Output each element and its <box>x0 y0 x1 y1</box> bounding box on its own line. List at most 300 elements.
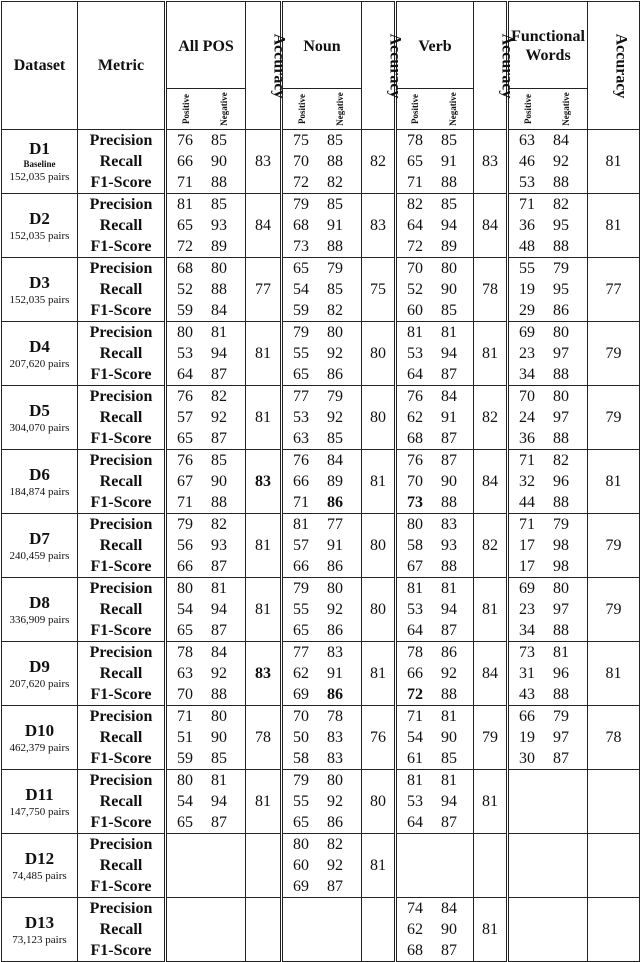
values-cell <box>282 386 362 450</box>
metric-label: Recall <box>99 345 143 362</box>
value-line <box>293 130 361 151</box>
positive-value: 54 <box>293 281 309 298</box>
negative-value: 88 <box>553 622 569 639</box>
accuracy-value: 80 <box>362 322 396 386</box>
negative-value: 96 <box>553 665 569 682</box>
accuracy-value: 83 <box>246 642 282 706</box>
value-line <box>519 428 587 449</box>
positive-value: 65 <box>177 430 193 447</box>
positive-value: 76 <box>407 452 423 469</box>
accuracy-value: 84 <box>474 642 508 706</box>
metric-label: Precision <box>89 196 153 213</box>
metric-cell <box>78 834 166 898</box>
positive-value: 69 <box>293 878 309 895</box>
positive-value: 81 <box>407 580 423 597</box>
negative-value: 80 <box>327 580 343 597</box>
negative-value: 88 <box>211 281 227 298</box>
value-line <box>519 279 587 300</box>
negative-value: 88 <box>441 686 457 703</box>
positive-value: 63 <box>177 665 193 682</box>
negative-value: 88 <box>441 494 457 511</box>
values-cell <box>508 194 588 258</box>
positive-value: 57 <box>293 537 309 554</box>
negative-value: 88 <box>211 174 227 191</box>
negative-value: 86 <box>441 644 457 661</box>
positive-value: 55 <box>293 345 309 362</box>
negative-value: 85 <box>211 132 227 149</box>
metric-label: Precision <box>89 900 153 917</box>
metric-label: F1-Score <box>90 686 152 703</box>
metric-cell <box>78 386 166 450</box>
negative-value: 82 <box>211 516 227 533</box>
positive-value: 62 <box>407 921 423 938</box>
negative-value: 87 <box>441 452 457 469</box>
positive-value: 69 <box>519 324 535 341</box>
negative-value: 88 <box>327 238 343 255</box>
negative-value: 78 <box>327 708 343 725</box>
negative-value: 92 <box>327 793 343 810</box>
negative-value: 87 <box>327 878 343 895</box>
value-line <box>177 748 245 769</box>
dataset-cell <box>2 770 78 834</box>
group-header-functional-words: Functional Words <box>508 2 588 89</box>
metric-cell <box>78 258 166 322</box>
positive-value: 65 <box>177 217 193 234</box>
positive-value: 55 <box>519 260 535 277</box>
positive-value: 59 <box>293 302 309 319</box>
negative-value: 85 <box>327 430 343 447</box>
positive-value: 79 <box>293 772 309 789</box>
positive-value: 70 <box>407 473 423 490</box>
metric-label: Precision <box>89 644 153 661</box>
value-line <box>293 834 361 855</box>
values-cell <box>166 322 246 386</box>
accuracy-value: 81 <box>362 450 396 514</box>
negative-value: 81 <box>553 644 569 661</box>
value-line <box>407 940 473 961</box>
value-line <box>407 684 473 705</box>
dataset-pairs: 462,379 pairs <box>9 741 70 754</box>
values-cell <box>508 322 588 386</box>
negative-value: 85 <box>211 452 227 469</box>
metric-label: F1-Score <box>90 750 152 767</box>
positive-value: 68 <box>177 260 193 277</box>
negative-value: 77 <box>327 516 343 533</box>
positive-value: 58 <box>293 750 309 767</box>
accuracy-value: 82 <box>474 514 508 578</box>
negative-value: 81 <box>211 324 227 341</box>
positive-value: 34 <box>519 622 535 639</box>
positive-value: 50 <box>293 729 309 746</box>
negative-value: 83 <box>441 516 457 533</box>
positive-value: 17 <box>519 558 535 575</box>
negative-value: 91 <box>441 153 457 170</box>
value-line <box>519 322 587 343</box>
value-line <box>177 620 245 641</box>
value-line <box>407 300 473 321</box>
negative-value: 87 <box>441 430 457 447</box>
values-cell <box>282 578 362 642</box>
metric-label: F1-Score <box>90 622 152 639</box>
metric-cell <box>78 514 166 578</box>
accuracy-value: 81 <box>474 770 508 834</box>
metric-label: F1-Score <box>90 942 152 959</box>
negative-value: 92 <box>327 345 343 362</box>
positive-value: 64 <box>407 622 423 639</box>
value-line <box>293 300 361 321</box>
positive-value: 44 <box>519 494 535 511</box>
negative-value: 90 <box>211 729 227 746</box>
positive-value: 32 <box>519 473 535 490</box>
empty-values-cell <box>282 898 362 962</box>
positive-value: 48 <box>519 238 535 255</box>
value-line <box>519 151 587 172</box>
value-line <box>293 236 361 257</box>
dataset-pairs: 73,123 pairs <box>12 933 67 946</box>
table-row <box>2 258 640 322</box>
negative-value: 86 <box>327 494 343 511</box>
negative-value: 91 <box>327 217 343 234</box>
posneg-subheader: Positive Negative <box>282 89 362 130</box>
value-line <box>407 642 473 663</box>
positive-value: 60 <box>407 302 423 319</box>
values-cell <box>166 130 246 194</box>
value-line <box>293 855 361 876</box>
value-line <box>177 535 245 556</box>
negative-value: 97 <box>553 345 569 362</box>
accuracy-value: 78 <box>588 706 640 770</box>
value-line <box>177 706 245 727</box>
negative-value: 91 <box>327 537 343 554</box>
values-cell <box>166 386 246 450</box>
negative-value: 85 <box>327 281 343 298</box>
dataset-name: D12 <box>24 848 55 868</box>
value-line <box>177 279 245 300</box>
value-line <box>407 514 473 535</box>
negative-value: 87 <box>441 814 457 831</box>
values-cell <box>166 258 246 322</box>
positive-value: 70 <box>519 388 535 405</box>
negative-value: 84 <box>327 452 343 469</box>
positive-value: 77 <box>293 388 309 405</box>
metric-cell <box>78 898 166 962</box>
value-line <box>519 727 587 748</box>
negative-value: 92 <box>211 665 227 682</box>
negative-value: 93 <box>441 537 457 554</box>
negative-value: 83 <box>327 750 343 767</box>
dataset-cell <box>2 130 78 194</box>
value-line <box>407 194 473 215</box>
positive-value: 76 <box>407 388 423 405</box>
negative-value: 91 <box>441 409 457 426</box>
value-line <box>407 898 473 919</box>
dataset-pairs: 336,909 pairs <box>9 613 70 626</box>
value-line <box>293 514 361 535</box>
negative-value: 81 <box>211 580 227 597</box>
value-line <box>177 450 245 471</box>
value-line <box>519 194 587 215</box>
accuracy-value: 79 <box>588 322 640 386</box>
accuracy-value: 80 <box>362 386 396 450</box>
positive-value: 80 <box>177 324 193 341</box>
positive-value: 80 <box>407 516 423 533</box>
negative-value: 88 <box>327 153 343 170</box>
negative-value: 88 <box>441 174 457 191</box>
empty-values-cell <box>508 898 588 962</box>
value-line <box>407 471 473 492</box>
positive-value: 69 <box>519 580 535 597</box>
dataset-name: D8 <box>29 592 50 612</box>
positive-value: 52 <box>407 281 423 298</box>
posneg-subheader: Positive Negative <box>508 89 588 130</box>
negative-value: 85 <box>441 132 457 149</box>
negative-value: 92 <box>327 601 343 618</box>
positive-value: 54 <box>177 793 193 810</box>
table-row <box>2 642 640 706</box>
value-line <box>407 279 473 300</box>
value-line <box>177 663 245 684</box>
values-cell <box>396 450 474 514</box>
positive-value: 75 <box>293 132 309 149</box>
negative-value: 85 <box>327 196 343 213</box>
value-line <box>177 812 245 833</box>
value-line <box>293 343 361 364</box>
positive-value: 68 <box>407 430 423 447</box>
empty-accuracy-cell <box>362 898 396 962</box>
values-cell <box>396 194 474 258</box>
accuracy-value: 81 <box>474 578 508 642</box>
metric-label: Recall <box>99 409 143 426</box>
negative-value: 88 <box>211 494 227 511</box>
group-header-noun: Noun <box>282 2 362 89</box>
table-row <box>2 514 640 578</box>
negative-value: 90 <box>211 153 227 170</box>
metric-label: F1-Score <box>90 878 152 895</box>
negative-value: 88 <box>553 238 569 255</box>
positive-value: 64 <box>177 366 193 383</box>
accuracy-value: 81 <box>474 322 508 386</box>
metric-label: F1-Score <box>90 366 152 383</box>
value-line <box>293 492 361 513</box>
dataset-cell <box>2 642 78 706</box>
dataset-pairs: 240,459 pairs <box>9 549 70 562</box>
positive-value: 59 <box>177 750 193 767</box>
value-line <box>177 514 245 535</box>
negative-value: 97 <box>553 729 569 746</box>
accuracy-value: 77 <box>588 258 640 322</box>
value-line <box>407 706 473 727</box>
value-line <box>177 151 245 172</box>
value-line <box>407 663 473 684</box>
value-line <box>519 620 587 641</box>
metric-label: Precision <box>89 324 153 341</box>
positive-value: 66 <box>293 558 309 575</box>
value-line <box>407 727 473 748</box>
negative-value: 82 <box>211 388 227 405</box>
metric-label: Recall <box>99 665 143 682</box>
value-line <box>407 364 473 385</box>
positive-value: 54 <box>407 729 423 746</box>
table-row <box>2 770 640 834</box>
positive-value: 46 <box>519 153 535 170</box>
negative-value: 88 <box>553 494 569 511</box>
accuracy-value: 81 <box>474 898 508 962</box>
table-row <box>2 898 640 962</box>
table-row <box>2 450 640 514</box>
accuracy-value: 81 <box>246 578 282 642</box>
group-header-all-pos: All POS <box>166 2 246 89</box>
negative-value: 91 <box>327 665 343 682</box>
metric-label: Precision <box>89 708 153 725</box>
negative-value: 97 <box>553 601 569 618</box>
value-line <box>293 556 361 577</box>
value-line <box>407 748 473 769</box>
values-cell <box>282 642 362 706</box>
values-cell <box>282 770 362 834</box>
positive-value: 65 <box>293 814 309 831</box>
negative-value: 94 <box>211 345 227 362</box>
dataset-cell <box>2 834 78 898</box>
positive-value: 69 <box>293 686 309 703</box>
value-line <box>519 599 587 620</box>
negative-value: 82 <box>327 302 343 319</box>
negative-value: 88 <box>553 174 569 191</box>
positive-value: 66 <box>177 153 193 170</box>
positive-value: 79 <box>293 324 309 341</box>
value-line <box>177 791 245 812</box>
metric-label: F1-Score <box>90 558 152 575</box>
negative-value: 84 <box>211 644 227 661</box>
value-line <box>293 812 361 833</box>
positive-value: 76 <box>177 388 193 405</box>
negative-value: 82 <box>553 196 569 213</box>
negative-value: 94 <box>211 601 227 618</box>
negative-value: 94 <box>441 601 457 618</box>
positive-value: 71 <box>177 174 193 191</box>
negative-value: 88 <box>553 430 569 447</box>
dataset-subtitle: Baseline <box>23 159 56 169</box>
negative-value: 87 <box>211 814 227 831</box>
positive-value: 67 <box>177 473 193 490</box>
metric-label: Precision <box>89 260 153 277</box>
values-cell <box>508 258 588 322</box>
negative-value: 80 <box>327 324 343 341</box>
dataset-name: D2 <box>29 208 50 228</box>
value-line <box>177 642 245 663</box>
dataset-name: D9 <box>29 656 50 676</box>
accuracy-value: 81 <box>246 514 282 578</box>
metric-label: Recall <box>99 729 143 746</box>
posneg-subheader: Positive Negative <box>396 89 474 130</box>
value-line <box>293 876 361 897</box>
accuracy-value: 80 <box>362 770 396 834</box>
accuracy-value: 80 <box>362 514 396 578</box>
dataset-cell <box>2 578 78 642</box>
positive-value: 31 <box>519 665 535 682</box>
positive-value: 53 <box>293 409 309 426</box>
posneg-subheader: Positive Negative <box>166 89 246 130</box>
dataset-header: Dataset <box>2 2 78 130</box>
dataset-name: D1 <box>29 139 50 158</box>
value-line <box>293 215 361 236</box>
value-line <box>293 450 361 471</box>
negative-value: 82 <box>327 836 343 853</box>
positive-value: 17 <box>519 537 535 554</box>
positive-value: 81 <box>293 516 309 533</box>
value-line <box>519 300 587 321</box>
accuracy-value: 81 <box>362 642 396 706</box>
values-cell <box>396 514 474 578</box>
table-body <box>2 130 640 962</box>
value-line <box>293 663 361 684</box>
positive-value: 62 <box>407 409 423 426</box>
empty-values-cell <box>166 834 246 898</box>
table-row <box>2 130 640 194</box>
positive-value: 53 <box>407 601 423 618</box>
negative-value: 87 <box>441 942 457 959</box>
negative-value: 87 <box>211 622 227 639</box>
negative-value: 86 <box>327 366 343 383</box>
value-line <box>407 450 473 471</box>
negative-value: 86 <box>327 814 343 831</box>
positive-value: 71 <box>407 174 423 191</box>
table-row <box>2 322 640 386</box>
values-cell <box>396 130 474 194</box>
value-line <box>407 919 473 940</box>
positive-value: 59 <box>177 302 193 319</box>
values-cell <box>166 706 246 770</box>
negative-value: 90 <box>441 921 457 938</box>
empty-accuracy-cell <box>588 834 640 898</box>
negative-value: 87 <box>211 558 227 575</box>
value-line <box>407 172 473 193</box>
positive-value: 53 <box>407 793 423 810</box>
accuracy-value: 81 <box>246 322 282 386</box>
positive-value: 68 <box>407 942 423 959</box>
values-cell <box>166 514 246 578</box>
positive-value: 78 <box>177 644 193 661</box>
accuracy-value: 78 <box>246 706 282 770</box>
value-line <box>177 364 245 385</box>
accuracy-value: 84 <box>474 194 508 258</box>
accuracy-header: Accuracy <box>474 2 508 130</box>
values-cell <box>282 322 362 386</box>
positive-value: 63 <box>293 430 309 447</box>
positive-value: 80 <box>177 772 193 789</box>
positive-value: 72 <box>407 238 423 255</box>
positive-value: 67 <box>407 558 423 575</box>
negative-value: 80 <box>211 708 227 725</box>
value-line <box>293 172 361 193</box>
values-cell <box>508 642 588 706</box>
empty-accuracy-cell <box>588 770 640 834</box>
negative-value: 98 <box>553 558 569 575</box>
value-line <box>177 130 245 151</box>
value-line <box>293 748 361 769</box>
dataset-pairs: 304,070 pairs <box>9 421 70 434</box>
value-line <box>177 236 245 257</box>
negative-value: 86 <box>327 686 343 703</box>
value-line <box>293 194 361 215</box>
positive-value: 30 <box>519 750 535 767</box>
value-line <box>407 791 473 812</box>
negative-value: 97 <box>553 409 569 426</box>
dataset-pairs: 152,035 pairs <box>9 293 70 306</box>
dataset-pairs: 74,485 pairs <box>12 869 67 882</box>
table-row <box>2 834 640 898</box>
positive-value: 34 <box>519 366 535 383</box>
value-line <box>293 791 361 812</box>
